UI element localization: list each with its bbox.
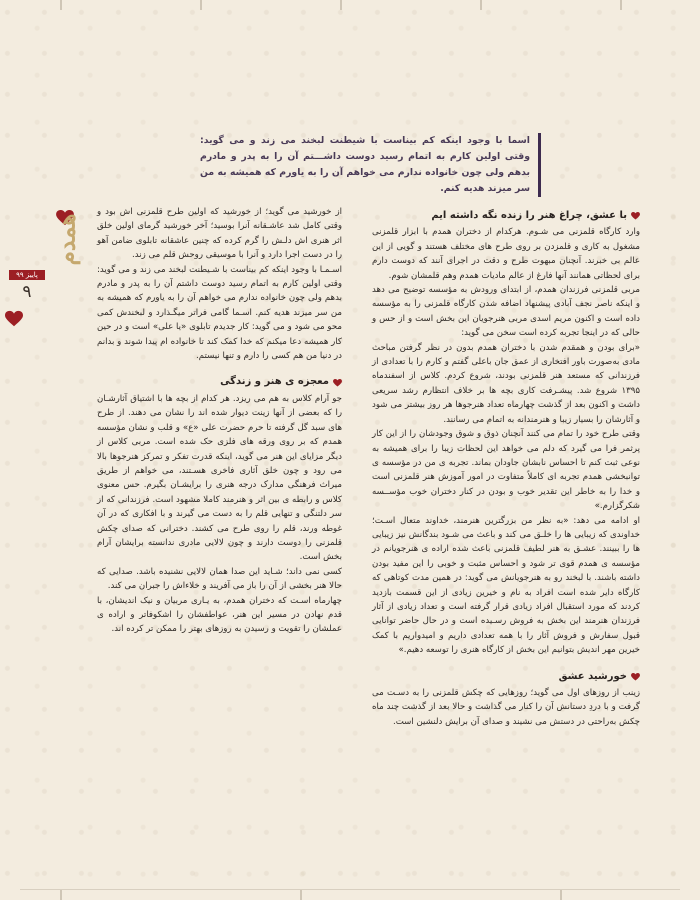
edge-tick — [300, 890, 302, 900]
heart-icon — [631, 673, 640, 681]
issue-badge: پاییز ۹۹ — [9, 270, 45, 280]
article-column-left — [97, 205, 342, 637]
section-heading — [372, 670, 640, 684]
paragraph: جو آرام کلاس به هم می ریزد. هر کدام از بچه ها با اشتیاق آثارشـان را که بعضی از آنها زینت دیوار شده اند را نشان می دهند. از طرح های سبد گل گرفته تا حرم حضرت علی «ع» و قلب و نشان مؤسسه همدم که بر روی ورقه های فلزی حک شده است. مربی کلاس از دیگر مزایای این هنر می گوید، اینکه قدرت تفکر و تمرکز هنرجوها بالا می رود و چون خلق آثاری فاخری هسـتند، می خواهم از طریق میراث فرهنگی مدارک درجه هنری را برایشـان بگیرم. حس معنوی کلاس و رابطه ی بین اثر و هنرمند کاملا مشهود است. فرزندانی که از سر دلتنگی و تنهایی قلم را به دست می گیرند و با افکاری که در آن غوطه ورند، قلم را روی طرح می کشند. دخترانی که صدای چکش قلمزنی را دوست دارند و چون لالایی مادری ندانسته برایشان آرام بخش است. — [97, 393, 342, 563]
paragraph: او ادامه می دهد: «به نظر من بزرگترین هنرمند، خداوند متعال اسـت؛ خداوندی که زیبایی ها را خلـق می کند و باعث می شـود بندگانش نیز زیبایی ها را ببینند. عشـق به هنر لطیف قلمزنی باعث شده اراده ی هنرجویانم در مؤسسه ی همدم قوی تر شود و احساس مثبت و خوبی را این مفید بودن داشته باشند. با لبخند رو به هنرجویانش می گوید: در همین مدت کوتاهی که کارگاه دایر شده است افراد به نام و خیرین زیادی از این قسمت بازدید کردند که مورد استقبال افراد زیادی قرار گرفته است و تعداد زیادی از آثار فرزندان هنرمند این بخش به فروش رسـیده است و در حال حاضر توانایی قبول سفارش و فروش آثار را با همه تعدادی داریم و امیدواریم با کمک خیرین مهر اندیش بتوانیم این بخش از کارگاه هنری را توسعه دهیم.» — [372, 515, 640, 656]
edge-tick — [480, 0, 482, 10]
section-heading-text: خورشید عشق — [558, 670, 627, 682]
section-heading — [97, 375, 342, 389]
bottom-rule — [20, 889, 680, 890]
paragraph: وارد کارگاه قلمزنی می شـوم. هرکدام از دختران همدم با ابزار قلمزنی مشغول به کاری و قلمزدن بر روی طرح های مختلف هستند و گویی از این عالم بی خبرند. آنچنان مبهوت طرح و دقت در اجرای آنند که دوست دارم برای لحظاتی همانند آنها فارغ از عالم ماديات همدم وهم قلمشان شوم. — [372, 227, 640, 281]
edge-tick — [200, 0, 202, 10]
section-heading-text: معجزه ی هنر و زندگی — [220, 376, 329, 388]
section-heading-text: با عشق، چراغ هنر را زنده نگه داشته ایم — [431, 210, 627, 221]
paragraph: کسی نمی داند؛ شـاید این صدا همان لالایی نشنیده باشد. صدایی که حالا هنر بخشی از آن را باز می آفریند و خلاءاش را جبران می کند. — [97, 566, 342, 592]
paragraph: وقتی طرح خود را تمام می کنند آنچنان ذوق و شوق وجودشان را از این کار پرثمر فرا می گیرد که دلم می خواهد این لحظات زیبا را برای همیشه به نوعی ثبت کنم تا احساس نابشان جاودان بماند. تجربه ی من در مؤسسه ی توانبخشی همدم تجربه ای کاملاً متفاوت در امور آموزش هنر قلمزنی است و خدا را به خاطر این تقدیر خوب و بودن در کنار دختران خوب مؤســسه شکرگزارم.» — [372, 429, 640, 512]
page-number: ۹ — [22, 282, 32, 302]
edge-tick — [560, 890, 562, 900]
edge-tick — [620, 0, 622, 10]
pull-quote: اسما با وجود اینکه کم بیناست با شیطنت لبخند می زند و می گوید: وقتی اولین کارم به اتمام رسید دوست داشـــتم آن را به پدر و مادرم بدهم ولی چون خانواده ندارم می خواهم آن را به یاورم که همیشه به من سر میزند هدیه کنم. — [200, 133, 541, 197]
edge-tick — [60, 0, 62, 10]
edge-tick — [60, 890, 62, 900]
heart-icon — [5, 310, 23, 328]
paragraph: چهارماه اسـت که دختران همدم، به یـاری مربیان و نیک اندیشان، با قدم نهادن در مسیر این هنر، عواطفشان را اشکوفاتر و اراده ی عملشان را تقویت و رسیدن به روزهای بهتر را ممکن تر کرده اند. — [97, 595, 342, 635]
paragraph: مربی قلمزنی فرزندان همدم، از ابتدای ورودش به مؤسسه توضیح می دهد و اینکه ناصر نجف آبادی پیشنهاد اضافه شدن کارگاه قلمزنی را به مؤسسه داده است و اکنون مریم اسدی مربی هنرجویان این بخش است و از حس و حالی که در اینجا تجربه کرده است سخن می گوید: — [372, 285, 640, 339]
paragraph: از خورشید می گوید؛ از خورشید که اولین طرح قلمزنی اش بود و وقتی کامل شد عاشـقانه آنرا بوسید؛ آخر خورشید گرمای اولین خلق اثر هنری اش دلـش را گرم کرده که چنین عاشقانه تابلوی ضامن آهو را در دست اجرا دارد و آنرا با موسیقی روحش قلم می زند. — [97, 207, 342, 261]
magazine-logo — [38, 210, 96, 310]
edge-tick — [340, 0, 342, 10]
heart-icon — [333, 379, 342, 387]
paragraph: اسـمـا با وجود اینکه کم بیناست با شـیطنت لبخند می زند و می گوید: وقتی اولین کارم به اتمام رسید دوست داشتم آن را به پدر و مادرم بدهم ولی چون خانواده ندارم می خواهم آن را به یاورم که همیشه به من سر میزند هدیه کنم. اسـما گامی فراتر میگـذارد و لبخندش کمی محو می شود و می گوید: کار جدیدم تابلوی «یا علی» است و در حین کار همیشه دعا میکنم که خدا کمک کند تا خانواده ام پیدا شوند و بدانم در دنیا من هم کسی را دارم و تنها نیستم. — [97, 264, 342, 362]
paragraph: «برای بودن و همقدم شدن با دختران همدم بدون در نظر گرفتن مباحث مادی به‌صورت باور افتخاری از عمق جان باعلی گفتم و کارم را با تعدادی از فرزندانی که مستعد هنر قلمزنی بودند، شروع کردم. کلاس از اسفندماه ۱۳۹۵ شروع شد. پیشـرفت کاری بچه ها بر خلاف انتظارم رشد سریعی داشت و اکنون بعد از گذشت چهارماه تعداد هنرجوها هر روز بیشتر می شود و آثارشان را بسیار زیبا و هنرمندانه به اتمام می رسانند. — [372, 342, 640, 425]
heart-icon — [631, 212, 640, 220]
article-column-right — [372, 205, 640, 729]
paragraph: زینب از روزهای اول می گوید؛ روزهایی که چکش قلمزنی را به دسـت می گرفت و با دردِ دستانش آن را کنار می گذاشت و حالا بعد از گذشت چند ماه چکش به‌راحتی در دستش می نشیند و صدای آن برایش دلنشین است. — [372, 688, 640, 727]
magazine-name: همدم — [53, 213, 81, 266]
section-heading — [372, 209, 640, 223]
